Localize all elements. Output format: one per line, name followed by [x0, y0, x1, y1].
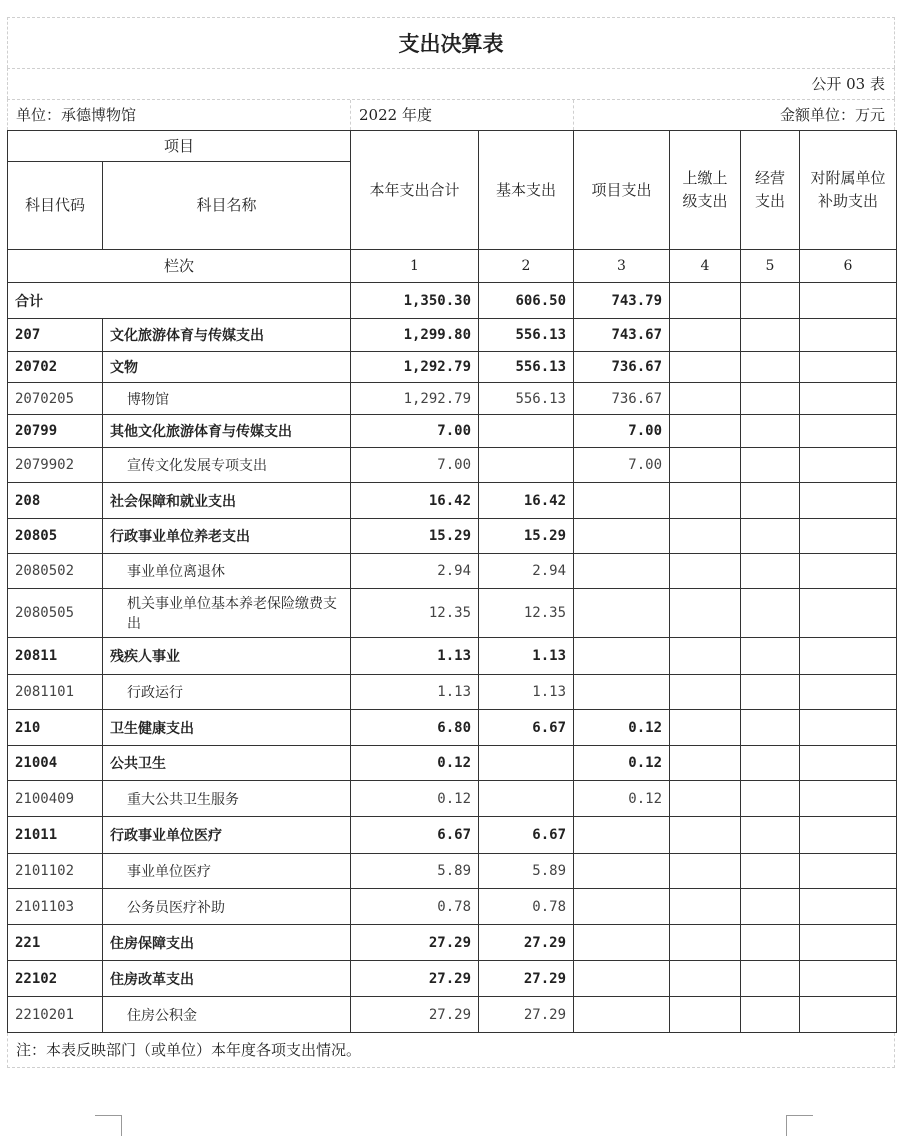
header-project: 项目支出: [574, 131, 670, 250]
subject-name: 残疾人事业: [103, 638, 351, 675]
subject-code: 2101103: [8, 889, 103, 925]
subject-code: 20799: [8, 415, 103, 448]
basic-value: [479, 781, 574, 817]
subject-name: 公共卫生: [103, 746, 351, 781]
basic-value: 1.13: [479, 638, 574, 675]
subsidy-value: [800, 710, 897, 746]
crop-mark: [786, 1115, 813, 1136]
subject-code: 2079902: [8, 448, 103, 483]
table-row: [8, 415, 897, 448]
project-value: 736.67: [574, 383, 670, 415]
total-value: 27.29: [351, 997, 479, 1033]
header-subsidy-line2: 补助支出: [818, 192, 879, 210]
basic-value: 606.50: [479, 283, 574, 319]
subsidy-value: [800, 283, 897, 319]
table-row: [8, 519, 897, 554]
subsidy-value: [800, 519, 897, 554]
upper-value: [670, 483, 741, 519]
total-value: 2.94: [351, 554, 479, 589]
table-row: [8, 746, 897, 781]
subject-name: 行政运行: [103, 675, 351, 710]
table-row: [8, 817, 897, 854]
total-value: 5.89: [351, 854, 479, 889]
total-value: 12.35: [351, 589, 479, 638]
total-value: 1,292.79: [351, 352, 479, 383]
header-subsidy-line1: 对附属单位: [810, 169, 886, 187]
column-seq-6: 6: [800, 250, 897, 283]
total-value: 1.13: [351, 638, 479, 675]
subject-name: 卫生健康支出: [103, 710, 351, 746]
subject-code: 21004: [8, 746, 103, 781]
total-value: 15.29: [351, 519, 479, 554]
basic-value: 27.29: [479, 925, 574, 961]
project-value: [574, 817, 670, 854]
upper-value: [670, 710, 741, 746]
total-value: 1,292.79: [351, 383, 479, 415]
upper-value: [670, 589, 741, 638]
operating-value: [741, 997, 800, 1033]
total-value: 1,350.30: [351, 283, 479, 319]
operating-value: [741, 319, 800, 352]
operating-value: [741, 519, 800, 554]
total-label: 合计: [8, 283, 351, 319]
footnote: 注：本表反映部门（或单位）本年度各项支出情况。: [7, 1033, 895, 1068]
project-value: [574, 889, 670, 925]
project-value: 736.67: [574, 352, 670, 383]
subject-name: 事业单位医疗: [103, 854, 351, 889]
subsidy-value: [800, 746, 897, 781]
project-value: [574, 638, 670, 675]
subsidy-value: [800, 675, 897, 710]
project-value: [574, 483, 670, 519]
column-seq-row: [8, 250, 897, 283]
subsidy-value: [800, 448, 897, 483]
upper-value: [670, 746, 741, 781]
total-row: [8, 283, 897, 319]
subject-code: 2070205: [8, 383, 103, 415]
expenditure-table: [7, 130, 897, 1033]
basic-value: [479, 746, 574, 781]
upper-value: [670, 283, 741, 319]
operating-value: [741, 448, 800, 483]
operating-value: [741, 781, 800, 817]
total-value: 1.13: [351, 675, 479, 710]
project-value: 0.12: [574, 710, 670, 746]
table-row: [8, 554, 897, 589]
table-row: [8, 483, 897, 519]
basic-value: 6.67: [479, 710, 574, 746]
subsidy-value: [800, 352, 897, 383]
total-value: 27.29: [351, 961, 479, 997]
table-row: [8, 589, 897, 638]
project-value: [574, 675, 670, 710]
upper-value: [670, 817, 741, 854]
basic-value: 1.13: [479, 675, 574, 710]
subject-code: 20805: [8, 519, 103, 554]
subsidy-value: [800, 589, 897, 638]
upper-value: [670, 448, 741, 483]
subject-code: 20811: [8, 638, 103, 675]
subject-name: 重大公共卫生服务: [103, 781, 351, 817]
subsidy-value: [800, 854, 897, 889]
operating-value: [741, 589, 800, 638]
total-value: 1,299.80: [351, 319, 479, 352]
divider: [573, 100, 574, 130]
subsidy-value: [800, 961, 897, 997]
operating-value: [741, 638, 800, 675]
upper-value: [670, 997, 741, 1033]
total-value: 0.78: [351, 889, 479, 925]
divider: [350, 100, 351, 130]
subsidy-value: [800, 319, 897, 352]
operating-value: [741, 746, 800, 781]
unit-info-row: [7, 99, 895, 130]
subsidy-value: [800, 554, 897, 589]
subject-name: 行政事业单位医疗: [103, 817, 351, 854]
table-row: [8, 383, 897, 415]
project-value: 0.12: [574, 746, 670, 781]
operating-value: [741, 889, 800, 925]
basic-value: 6.67: [479, 817, 574, 854]
table-row: [8, 710, 897, 746]
column-seq-4: 4: [670, 250, 741, 283]
project-value: 0.12: [574, 781, 670, 817]
total-value: 6.80: [351, 710, 479, 746]
money-unit-label: 金额单位：万元: [779, 106, 885, 124]
project-value: 743.67: [574, 319, 670, 352]
upper-value: [670, 554, 741, 589]
table-row: [8, 925, 897, 961]
basic-value: 27.29: [479, 961, 574, 997]
upper-value: [670, 415, 741, 448]
table-row: [8, 854, 897, 889]
subsidy-value: [800, 889, 897, 925]
header-code: 科目代码: [8, 162, 103, 250]
total-value: 27.29: [351, 925, 479, 961]
basic-value: 556.13: [479, 352, 574, 383]
project-value: [574, 589, 670, 638]
subject-name: 机关事业单位基本养老保险缴费支出: [103, 589, 351, 638]
project-value: 7.00: [574, 415, 670, 448]
subject-name: 其他文化旅游体育与传媒支出: [103, 415, 351, 448]
header-operating-line2: 支出: [755, 192, 786, 210]
header-operating: [741, 131, 800, 250]
operating-value: [741, 854, 800, 889]
upper-value: [670, 638, 741, 675]
subject-name: 宣传文化发展专项支出: [103, 448, 351, 483]
table-row: [8, 319, 897, 352]
table-row: [8, 352, 897, 383]
subject-code: 2100409: [8, 781, 103, 817]
crop-mark: [95, 1115, 122, 1136]
project-value: [574, 854, 670, 889]
subject-name: 住房改革支出: [103, 961, 351, 997]
subsidy-value: [800, 638, 897, 675]
basic-value: 2.94: [479, 554, 574, 589]
subject-code: 22102: [8, 961, 103, 997]
subsidy-value: [800, 483, 897, 519]
operating-value: [741, 675, 800, 710]
table-number: 公开 03 表: [7, 68, 895, 99]
table-row: [8, 889, 897, 925]
column-seq-5: 5: [741, 250, 800, 283]
table-row: [8, 448, 897, 483]
header-basic: 基本支出: [479, 131, 574, 250]
basic-value: 5.89: [479, 854, 574, 889]
project-value: [574, 997, 670, 1033]
subject-name: 文物: [103, 352, 351, 383]
basic-value: 12.35: [479, 589, 574, 638]
operating-value: [741, 283, 800, 319]
header-upper-line2: 级支出: [682, 192, 728, 210]
table-row: [8, 675, 897, 710]
upper-value: [670, 352, 741, 383]
upper-value: [670, 889, 741, 925]
subject-code: 2101102: [8, 854, 103, 889]
column-seq-3: 3: [574, 250, 670, 283]
subsidy-value: [800, 781, 897, 817]
expenditure-report: [7, 17, 895, 1068]
subject-name: 社会保障和就业支出: [103, 483, 351, 519]
header-subsidy: [800, 131, 897, 250]
table-row: [8, 997, 897, 1033]
subject-code: 207: [8, 319, 103, 352]
upper-value: [670, 319, 741, 352]
operating-value: [741, 817, 800, 854]
basic-value: 15.29: [479, 519, 574, 554]
basic-value: 27.29: [479, 997, 574, 1033]
table-body: [8, 283, 897, 1033]
basic-value: 16.42: [479, 483, 574, 519]
subject-name: 博物馆: [103, 383, 351, 415]
operating-value: [741, 415, 800, 448]
table-row: [8, 961, 897, 997]
subject-code: 221: [8, 925, 103, 961]
subsidy-value: [800, 415, 897, 448]
project-value: [574, 519, 670, 554]
header-operating-line1: 经营: [755, 169, 786, 187]
project-value: 743.79: [574, 283, 670, 319]
upper-value: [670, 519, 741, 554]
header-upper: [670, 131, 741, 250]
header-upper-line1: 上缴上: [682, 169, 728, 187]
subject-name: 行政事业单位养老支出: [103, 519, 351, 554]
basic-value: [479, 448, 574, 483]
subject-name: 住房公积金: [103, 997, 351, 1033]
operating-value: [741, 483, 800, 519]
subject-code: 208: [8, 483, 103, 519]
subject-code: 2080502: [8, 554, 103, 589]
operating-value: [741, 554, 800, 589]
subject-name: 文化旅游体育与传媒支出: [103, 319, 351, 352]
column-seq-2: 2: [479, 250, 574, 283]
project-value: [574, 925, 670, 961]
project-value: [574, 961, 670, 997]
upper-value: [670, 675, 741, 710]
table-row: [8, 781, 897, 817]
subsidy-value: [800, 817, 897, 854]
operating-value: [741, 961, 800, 997]
basic-value: 556.13: [479, 319, 574, 352]
header-item: 项目: [8, 131, 351, 162]
report-title: 支出决算表: [7, 17, 895, 68]
upper-value: [670, 383, 741, 415]
subject-code: 2081101: [8, 675, 103, 710]
project-value: 7.00: [574, 448, 670, 483]
column-seq-label: 栏次: [8, 250, 351, 283]
total-value: 16.42: [351, 483, 479, 519]
header-row: [8, 131, 897, 162]
project-value: [574, 554, 670, 589]
upper-value: [670, 925, 741, 961]
subject-code: 210: [8, 710, 103, 746]
table-row: [8, 638, 897, 675]
basic-value: 0.78: [479, 889, 574, 925]
subject-code: 2210201: [8, 997, 103, 1033]
subject-name: 公务员医疗补助: [103, 889, 351, 925]
operating-value: [741, 383, 800, 415]
header-total: 本年支出合计: [351, 131, 479, 250]
total-value: 0.12: [351, 781, 479, 817]
subject-code: 21011: [8, 817, 103, 854]
subsidy-value: [800, 997, 897, 1033]
header-name: 科目名称: [103, 162, 351, 250]
column-seq-1: 1: [351, 250, 479, 283]
subject-name: 事业单位离退休: [103, 554, 351, 589]
upper-value: [670, 781, 741, 817]
total-value: 0.12: [351, 746, 479, 781]
total-value: 7.00: [351, 448, 479, 483]
operating-value: [741, 925, 800, 961]
subsidy-value: [800, 925, 897, 961]
year-label: 2022 年度: [359, 106, 432, 124]
total-value: 7.00: [351, 415, 479, 448]
unit-label: 单位：承德博物馆: [16, 106, 137, 124]
basic-value: 556.13: [479, 383, 574, 415]
subject-code: 20702: [8, 352, 103, 383]
upper-value: [670, 961, 741, 997]
operating-value: [741, 710, 800, 746]
subsidy-value: [800, 383, 897, 415]
subject-code: 2080505: [8, 589, 103, 638]
total-value: 6.67: [351, 817, 479, 854]
upper-value: [670, 854, 741, 889]
subject-name: 住房保障支出: [103, 925, 351, 961]
operating-value: [741, 352, 800, 383]
basic-value: [479, 415, 574, 448]
